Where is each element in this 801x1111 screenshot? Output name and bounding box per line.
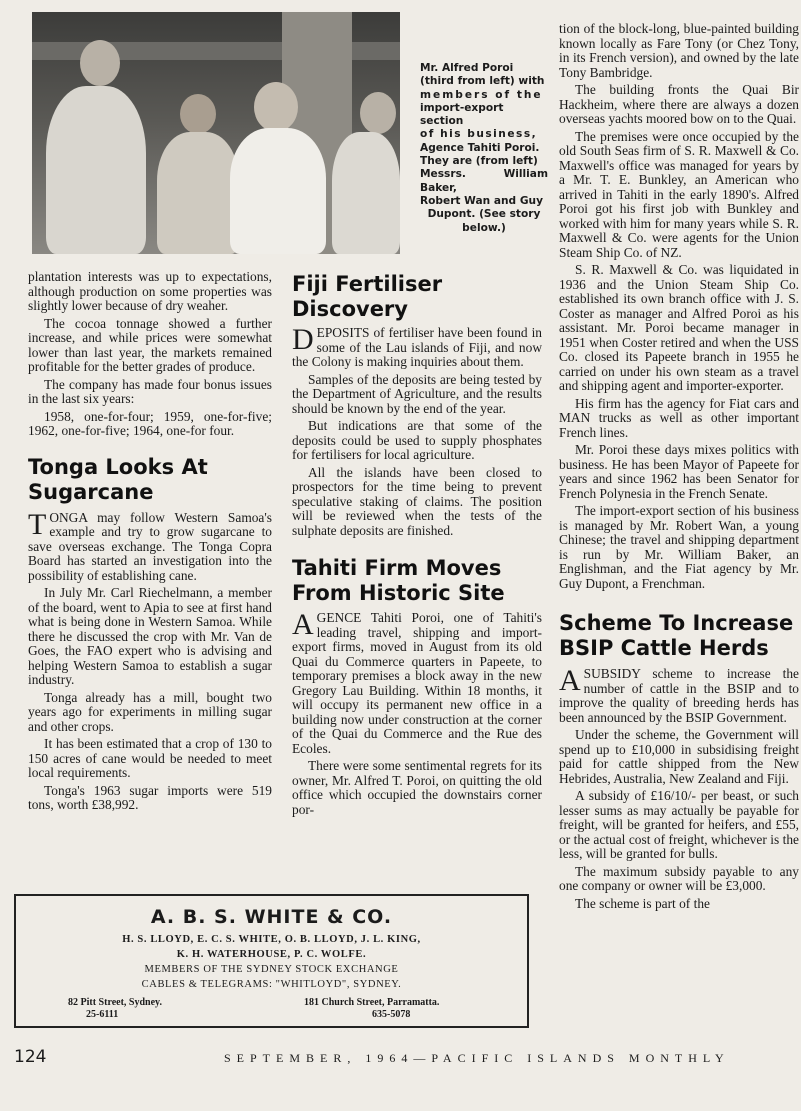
ad-address-text: 82 Pitt Street, Sydney.: [68, 997, 162, 1008]
caption-line: Robert Wan and Guy: [420, 194, 543, 207]
caption-line: Dupont. (See story: [427, 208, 541, 221]
photo-caption: [420, 62, 548, 235]
article-paragraph: But indications are that some of the deposits could be used to supply phosphates for fertilisers for local agriculture.: [292, 418, 542, 462]
ad-cables-line: CABLES & TELEGRAMS: "WHITLOYD", SYDNEY.: [141, 979, 402, 990]
ad-phone: 635-5078: [372, 1009, 411, 1020]
running-head: SEPTEMBER, 1964—PACIFIC ISLANDS MONTHLY: [224, 1051, 730, 1065]
advertisement-abs-white: [14, 894, 529, 1028]
article-paragraph: The cocoa tonnage showed a further increase, and while prices were somewhat lower than last year, the markets remained profitable for the better grades of produce.: [28, 315, 272, 374]
article-paragraph: The import-export section of his business is managed by Mr. Robert Wan, a young Chinese; the travel and shipping department is run by Mr. William Baker, an Englishman, and the Fiat agency by Mr. Guy Dupont, a Frenchman.: [559, 503, 799, 591]
article-lead: ONGA may follow Western Samoa's example and try to grow sugarcane to save overseas exchange. The Tonga Copra Board has started an investigation into the possibility of establishing cane.: [28, 509, 272, 583]
article-paragraph: All the islands have been closed to prospectors for the time being to prevent speculative staking of claims. The position will be reviewed when the tests of the sulphate deposits are finished.: [292, 464, 542, 538]
article-paragraph: Tonga already has a mill, bought two years ago for experiments in milling sugar and other crops.: [28, 689, 272, 734]
ad-members-line: MEMBERS OF THE SYDNEY STOCK EXCHANGE: [144, 964, 399, 975]
article-paragraph: The scheme is part of the: [575, 895, 710, 911]
article-paragraph: [292, 323, 542, 370]
article-paragraph: tion of the block-long, blue-painted building known locally as Fare Tony (or Chez Tony, in its French version), and owned by the late Tony Bambridge.: [559, 21, 799, 80]
article-paragraph: The company has made four bonus issues in the last six years:: [28, 376, 272, 406]
headline-tahiti: Tahiti Firm Moves From Historic Site: [292, 556, 505, 605]
page-footer: [14, 1047, 801, 1071]
article-lead: SUBSIDY scheme to increase the number of cattle in the BSIP and to improve the quality of breeding herds has been announced by the BSIP Government.: [559, 666, 799, 725]
article-paragraph: [28, 507, 272, 584]
page-number: 124: [14, 1047, 47, 1067]
article-paragraph: S. R. Maxwell & Co. was liquidated in 1936 and the Union Steam Ship Co. established its own branch office with J. S. Coster as manager and Alfred Poroi as his assistant. Mr. Poroi became manager in 1951 when Coster retired and when the USS Co. closed its Papeete branch in 1955 he carried on under his own steam as a travel and shipping agent and importer-exporter.: [559, 262, 799, 393]
caption-line: Messrs. William Baker,: [420, 168, 548, 194]
headline-bsip: Scheme To Increase BSIP Cattle Herds: [559, 611, 794, 660]
article-paragraph: Mr. Poroi these days mixes politics with business. He has been Mayor of Papeete for years and since 1962 has been Senator for French Polynesia in the French Senate.: [559, 442, 799, 501]
article-paragraph: Tonga's 1963 sugar imports were 519 tons, worth £38,992.: [28, 782, 272, 812]
photo-four-men: [32, 12, 400, 254]
ad-address-parramatta: [304, 997, 439, 1021]
caption-line: They are (from left): [420, 155, 538, 168]
article-paragraph: His firm has the agency for Fiat cars and MAN trucks as well as other important French lines.: [559, 395, 799, 440]
caption-line: below.): [462, 221, 506, 234]
article-paragraph: Under the scheme, the Government will spend up to £10,000 in subsidising freight paid for cattle shipped from the New Hebrides, Australia, New Zealand and Fiji.: [559, 727, 799, 786]
caption-line: (third from left) with: [420, 75, 545, 88]
article-lead: GENCE Tahiti Poroi, one of Tahiti's leading travel, shipping and import-export firms, moved in August from its old Quai du Commerce quarters in Papeete, to temporary premises a block away in the new Gregory Lau Building. Within 18 months, it will occupy its permanent new office in a building now under construction at the corner of the Quai du Commerce and the Rue des Ecoles.: [292, 610, 542, 756]
ad-partners-line: K. H. WATERHOUSE, P. C. WOLFE.: [176, 949, 367, 960]
ad-firm-name: A. B. S. WHITE & CO.: [150, 906, 393, 928]
caption-line: Mr. Alfred Poroi: [420, 62, 514, 74]
article-paragraph: It has been estimated that a crop of 130 to 150 acres of cane would be needed to meet local requirements.: [28, 736, 272, 780]
ad-phone: 25-6111: [86, 1009, 119, 1020]
headline-tonga: Tonga Looks At Sugarcane: [28, 454, 208, 504]
article-paragraph: The maximum subsidy payable to any one company or owner will be £3,000.: [559, 863, 799, 893]
ad-address-text: 181 Church Street, Parramatta.: [304, 997, 440, 1008]
article-paragraph: The building fronts the Quai Bir Hackheim, where there are always a dozen overseas yachts moored bow on to the Quai.: [559, 82, 799, 126]
caption-line: Agence Tahiti Poroi.: [420, 141, 540, 154]
article-paragraph: There were some sentimental regrets for its owner, Mr. Alfred T. Poroi, on quitting the old office which occupied the downstairs corner por-: [292, 758, 542, 817]
caption-line: members of the: [420, 88, 543, 101]
article-paragraph: The premises were once occupied by the old South Seas firm of S. R. Maxwell & Co. Maxwell's office was managed for years by a Mr. T. E. Bunkley, an American who arrived in Tahiti in the early 1890's. Alfred Poroi got his first job with Bunkley and worked with him for many years while S. R. Maxwell & Co. were agents for the Union Steam Ship Co. of NZ.: [559, 128, 799, 260]
article-paragraph: [292, 608, 542, 756]
drop-cap: T: [28, 507, 47, 541]
drop-cap: A: [559, 664, 581, 697]
article-lead: EPOSITS of fertiliser have been found in some of the Lau islands of Fiji, and now the Colony is making inquiries about them.: [292, 325, 542, 369]
column-3: [559, 22, 799, 911]
column-2: [292, 272, 542, 817]
article-paragraph: A subsidy of £16/10/- per beast, or such lesser sums as may actually be payable for freight, will be granted for heifers, and £55, or the actual cost of freight, whichever is the less, will be granted for bulls.: [559, 788, 799, 861]
article-paragraph: Samples of the deposits are being tested by the Department of Agriculture, and the results should be known by the end of the year.: [292, 371, 542, 416]
drop-cap: D: [292, 323, 314, 356]
article-paragraph: [559, 664, 799, 725]
ad-partners-line: H. S. LLOYD, E. C. S. WHITE, O. B. LLOYD, J. L. KING,: [122, 934, 421, 945]
article-paragraph: 1958, one-for-four; 1959, one-for-five; 1962, one-for-five; 1964, one-for four.: [28, 408, 272, 438]
ad-address-sydney: [68, 997, 162, 1021]
column-1: [28, 270, 272, 813]
article-paragraph: In July Mr. Carl Riechelmann, a member of the board, went to Apia to see at first hand what is being done in Western Samoa. While there he discussed the crop with Mr. Van de Goes, the FAO expert who is advising and helping Western Samoa to establish a sugar industry.: [28, 585, 272, 687]
drop-cap: A: [292, 608, 314, 641]
caption-line: import-export section: [420, 101, 504, 128]
article-paragraph: plantation interests was up to expectations, although production on some properties was slightly lower because of dry weaher.: [28, 269, 272, 313]
caption-line: of his business,: [420, 128, 538, 141]
headline-fiji: Fiji Fertiliser Discovery: [292, 272, 443, 321]
